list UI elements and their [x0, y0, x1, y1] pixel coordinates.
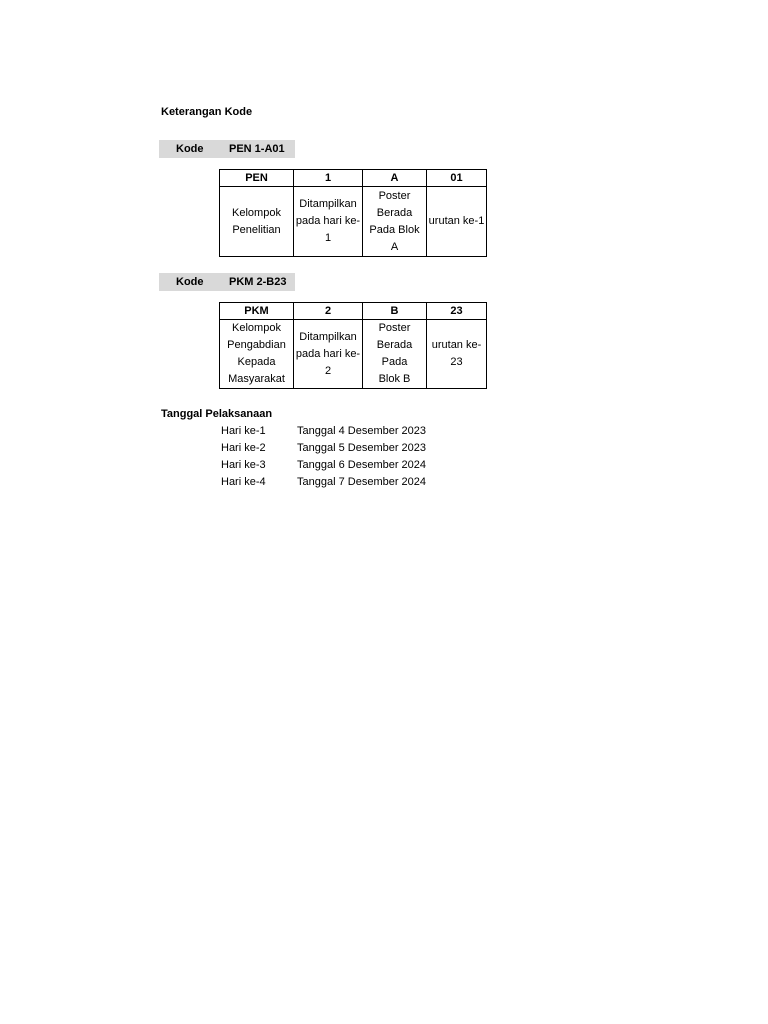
code-value: PEN 1-A01 [229, 143, 285, 155]
code-breakdown-table-1 [219, 169, 487, 257]
page-title: Keterangan Kode [161, 106, 253, 118]
description-cell-block: Poster Berada Pada Blok B [363, 320, 427, 389]
code-value: PKM 2-B23 [229, 276, 287, 288]
header-cell-day: 1 [294, 170, 363, 187]
schedule-date: Tanggal 7 Desember 2024 [297, 476, 427, 488]
description-cell-group: Kelompok Penelitian [220, 187, 294, 257]
header-cell-group: PKM [220, 303, 294, 320]
description-cell-order: urutan ke-23 [427, 320, 487, 389]
table-header-row [220, 170, 487, 187]
schedule-day: Hari ke-3 [221, 459, 266, 471]
code-bar-2 [159, 273, 295, 291]
description-cell-group: Kelompok Pengabdian Kepada Masyarakat [220, 320, 294, 389]
header-cell-day: 2 [294, 303, 363, 320]
description-cell-block: Poster Berada Pada Blok A [363, 187, 427, 257]
header-cell-group: PEN [220, 170, 294, 187]
table-row [220, 320, 487, 389]
schedule-date: Tanggal 4 Desember 2023 [297, 425, 427, 437]
table-header-row [220, 303, 487, 320]
schedule-date: Tanggal 5 Desember 2023 [297, 442, 427, 454]
header-cell-order: 23 [427, 303, 487, 320]
description-cell-day: Ditampilkan pada hari ke-1 [294, 187, 363, 257]
code-breakdown-table-2 [219, 302, 487, 389]
description-cell-day: Ditampilkan pada hari ke-2 [294, 320, 363, 389]
table-row [220, 187, 487, 257]
description-cell-order: urutan ke-1 [427, 187, 487, 257]
code-label: Kode [176, 143, 204, 155]
schedule-title: Tanggal Pelaksanaan [161, 408, 273, 420]
code-bar-1 [159, 140, 295, 158]
schedule-day: Hari ke-4 [221, 476, 266, 488]
code-label: Kode [176, 276, 204, 288]
schedule-day: Hari ke-2 [221, 442, 266, 454]
schedule-day: Hari ke-1 [221, 425, 266, 437]
header-cell-block: B [363, 303, 427, 320]
header-cell-order: 01 [427, 170, 487, 187]
header-cell-block: A [363, 170, 427, 187]
schedule-date: Tanggal 6 Desember 2024 [297, 459, 427, 471]
